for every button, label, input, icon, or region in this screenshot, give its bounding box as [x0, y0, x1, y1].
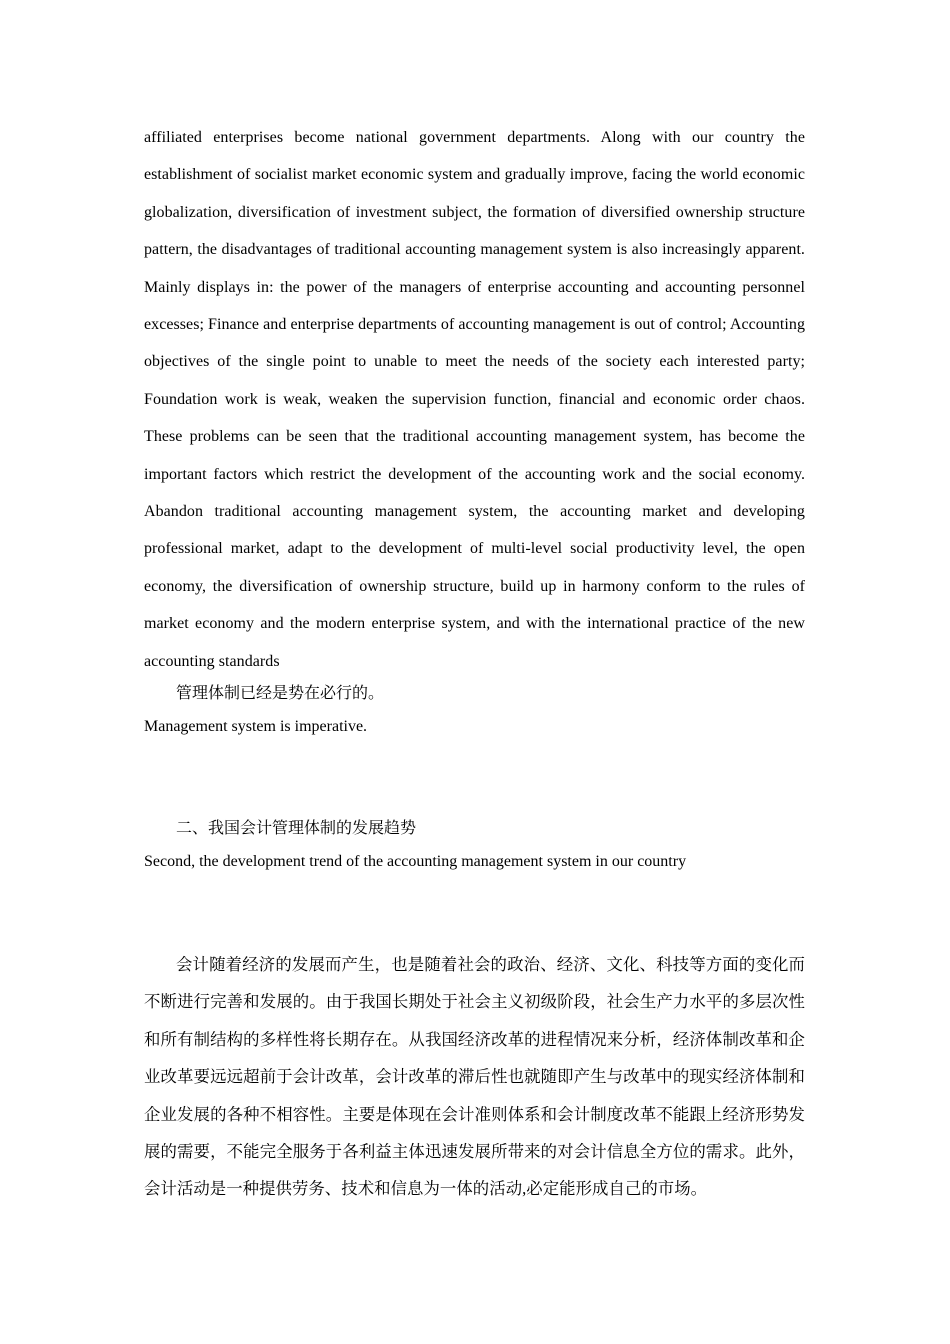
chinese-paragraph: 会计随着经济的发展而产生，也是随着社会的政治、经济、文化、科技等方面的变化而不断进行完善和发展的。由于我国长期处于社会主义初级阶段，社会生产力水平的多层次性和所有制结构的多样性将长期存在。从我国经济改革的进程情况来分析，经济体制改革和企业改革要远远超前于会计改革，会计改革的滞后性也就随即产生与改革中的现实经济体制和企业发展的各种不相容性。主要是体现在会计准则体系和会计制度改革不能跟上经济形势发展的需要，不能完全服务于各利益主体迅速发展所带来的对会计信息全方位的需求。此外，会计活动是一种提供劳务、技术和信息为一体的活动,必定能形成自己的市场。 — [144, 955, 805, 1199]
english-paragraph: affiliated enterprises become national government departments. Along with our country the establishment of socialist market economic system and gradually improve, facing the world economic globalization, diversification of investment subject, the formation of diversified ownership structure pattern, the disadvantages of traditional accounting management system is also increasingly apparent. Mainly displays in: the power of the managers of enterprise accounting and accounting personnel excesses; Finance and enterprise departments of accounting management is out of control; Accounting objectives of the single point to unable to meet the needs of the society each interested party; Foundation work is weak, weaken the supervision function, financial and economic order chaos. These problems can be seen that the traditional accounting management system, has become the important factors which restrict the development of the accounting work and the social economy. Abandon traditional accounting management system, the accounting market and developing professional market, adapt to the development of multi-level social productivity level, the open economy, the diversification of ownership structure, build up in harmony conform to the rules of market economy and the modern enterprise system, and with the international practice of the new accounting standards — [144, 129, 805, 670]
chinese-sentence: 管理体制已经是势在必行的。 — [176, 685, 385, 702]
section-heading-chinese: 二、我国会计管理体制的发展趋势 — [176, 820, 417, 837]
section-heading-english: Second, the development trend of the accounting management system in our country — [144, 853, 687, 870]
english-sentence: Management system is imperative. — [144, 718, 368, 735]
